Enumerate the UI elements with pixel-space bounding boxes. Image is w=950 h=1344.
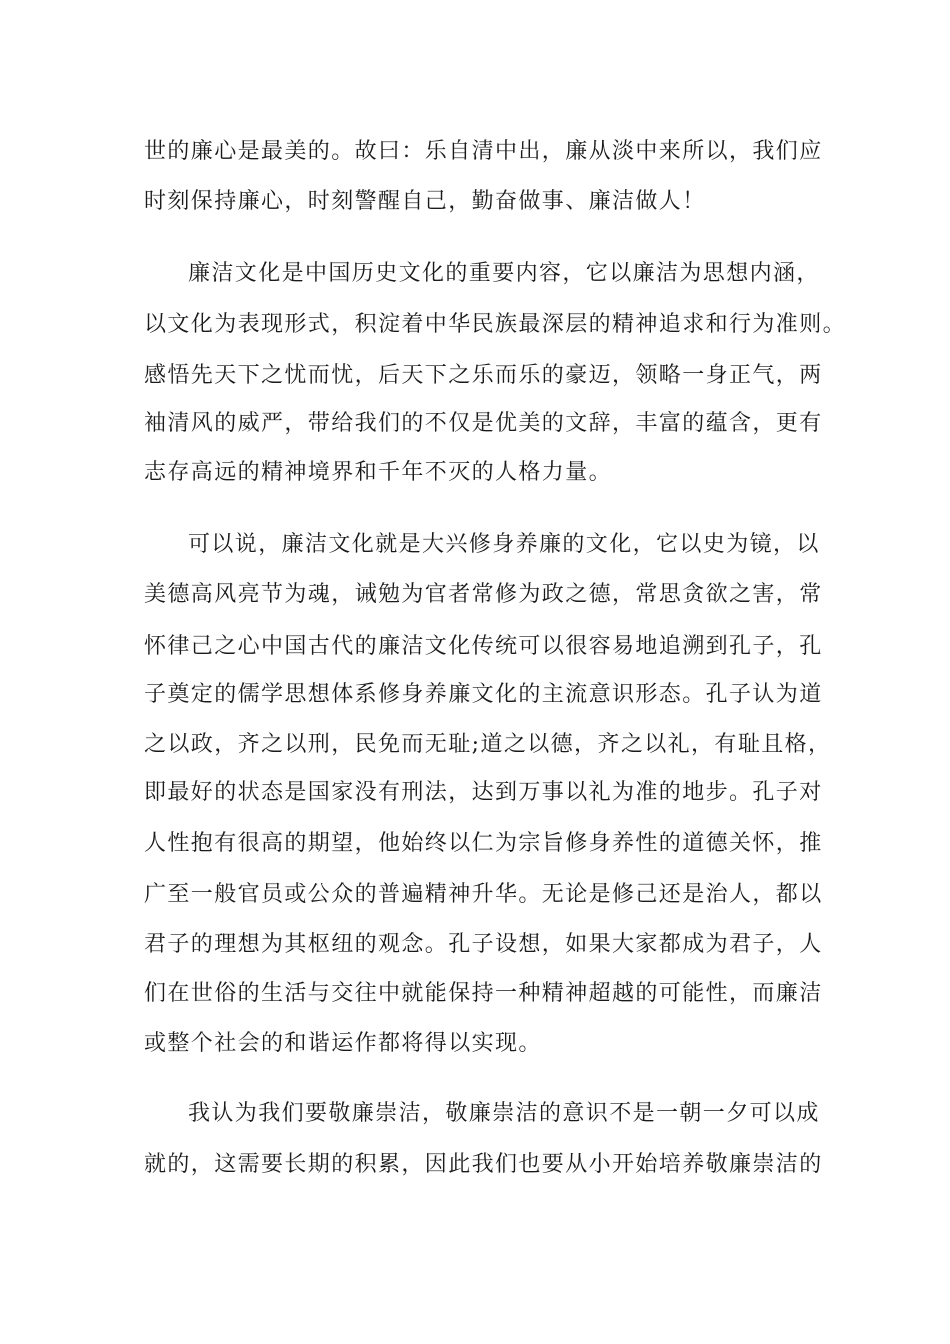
paragraph-3-line-3: 怀律己之心中国古代的廉洁文化传统可以很容易地追溯到孔子，孔 (144, 634, 823, 659)
paragraph-3-line-8: 广至一般官员或公众的普遍精神升华。无论是修己还是治人，都以 (144, 882, 823, 907)
paragraph-3-line-4: 子奠定的儒学思想体系修身养廉文化的主流意识形态。孔子认为道 (144, 682, 823, 707)
paragraph-3-line-5: 之以政，齐之以刑，民免而无耻;道之以德，齐之以礼，有耻且格， (144, 732, 832, 757)
paragraph-3-line-6: 即最好的状态是国家没有刑法，达到万事以礼为准的地步。孔子对 (144, 780, 823, 805)
paragraph-2-line-1: 廉洁文化是中国历史文化的重要内容，它以廉洁为思想内涵， (188, 261, 820, 286)
paragraph-3-line-2: 美德高风亮节为魂，诫勉为官者常修为政之德，常思贪欲之害，常 (144, 582, 823, 607)
paragraph-2-line-3: 感悟先天下之忧而忧，后天下之乐而乐的豪迈，领略一身正气，两 (144, 363, 823, 388)
paragraph-4-line-1: 我认为我们要敬廉崇洁，敬廉崇洁的意识不是一朝一夕可以成 (188, 1101, 820, 1126)
paragraph-3-line-10: 们在世俗的生活与交往中就能保持一种精神超越的可能性，而廉洁 (144, 981, 823, 1006)
paragraph-3-line-11: 或整个社会的和谐运作都将得以实现。 (144, 1031, 542, 1056)
paragraph-1-line-1: 世的廉心是最美的。故曰：乐自清中出，廉从淡中来所以，我们应 (144, 139, 823, 164)
paragraph-2-line-2: 以文化为表现形式，积淀着中华民族最深层的精神追求和行为准则。 (144, 312, 847, 337)
paragraph-3-line-7: 人性抱有很高的期望，他始终以仁为宗旨修身养性的道德关怀，推 (144, 831, 823, 856)
paragraph-1-line-2: 时刻保持廉心，时刻警醒自己，勤奋做事、廉洁做人！ (144, 189, 706, 214)
paragraph-3-line-9: 君子的理想为其枢纽的观念。孔子设想，如果大家都成为君子，人 (144, 932, 823, 957)
paragraph-2-line-5: 志存高远的精神境界和千年不灭的人格力量。 (144, 460, 613, 485)
paragraph-4-line-2: 就的，这需要长期的积累，因此我们也要从小开始培养敬廉崇洁的 (144, 1152, 823, 1177)
paragraph-2-line-4: 袖清风的威严，带给我们的不仅是优美的文辞，丰富的蕴含，更有 (144, 411, 823, 436)
paragraph-3-line-1: 可以说，廉洁文化就是大兴修身养廉的文化，它以史为镜，以 (188, 532, 820, 557)
